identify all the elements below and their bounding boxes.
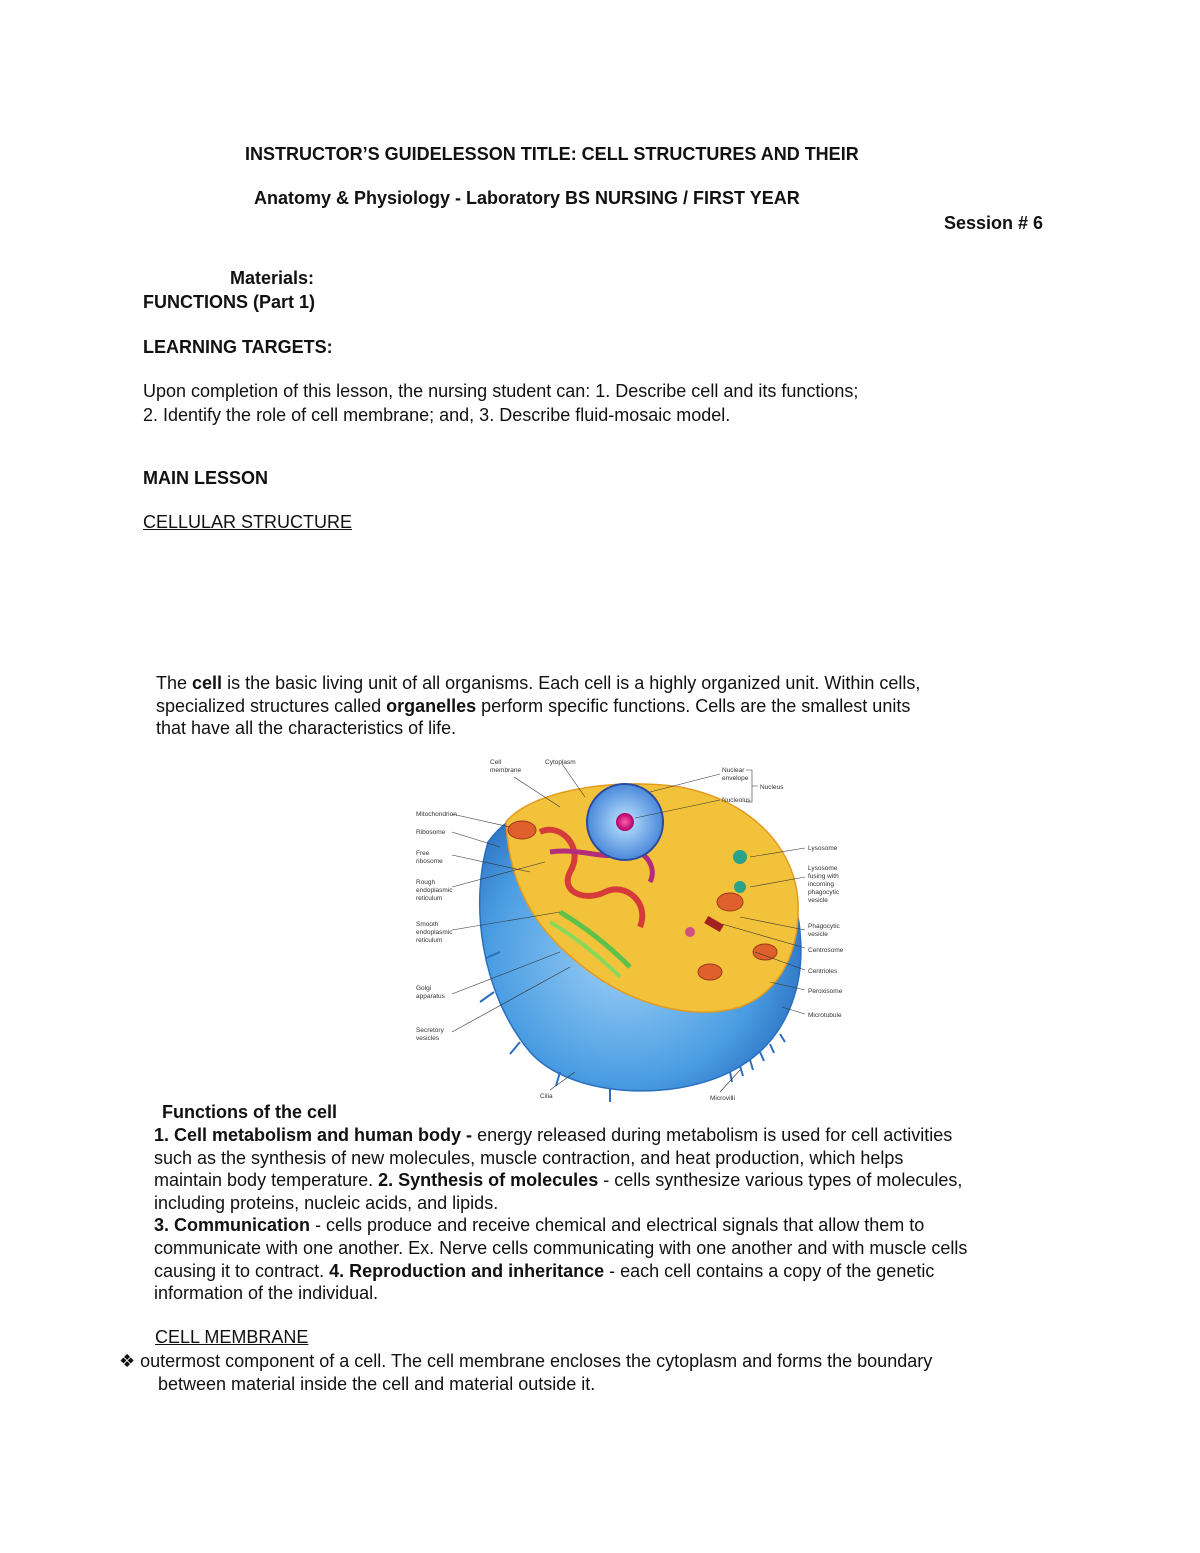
label-secretory-2: vesicles <box>416 1035 440 1042</box>
learning-targets-line-2: 2. Identify the role of cell membrane; and, 3. Describe fluid-mosaic model. <box>143 405 731 425</box>
cell-membrane-line-2: between material inside the cell and material outside it. <box>158 1374 596 1394</box>
document-title: INSTRUCTOR’S GUIDELESSON TITLE: CELL STRUCTURES AND THEIR <box>245 144 859 164</box>
session-number: Session # 6 <box>944 213 1044 233</box>
cell-structure-diagram <box>410 752 870 1104</box>
mitochondrion-shape <box>753 944 777 960</box>
label-rough-er-1: Rough <box>416 879 436 886</box>
bold-term-organelles: organelles <box>386 695 477 716</box>
label-cell-membrane-2: membrane <box>490 767 522 774</box>
lysosome-shape <box>733 850 747 864</box>
cell-membrane-line-1 <box>119 1350 932 1373</box>
label-centrioles: Centrioles <box>808 968 838 975</box>
vesicle-shape <box>685 927 695 937</box>
label-golgi-2: apparatus <box>416 993 445 1000</box>
label-lysosome-fusing-5: vesicle <box>808 897 828 904</box>
label-lysosome-fusing-1: Lysosome <box>808 865 838 872</box>
cell-intro-line-2 <box>156 695 920 718</box>
main-lesson-heading: MAIN LESSON <box>143 468 269 488</box>
cell-intro-line-3: that have all the characteristics of life. <box>156 718 457 739</box>
label-phagocytic-1: Phagocytic <box>808 923 840 930</box>
functions-line-3 <box>154 1169 967 1192</box>
label-nucleolus: Nucleolus <box>722 797 751 804</box>
label-ribosome: Ribosome <box>416 829 446 836</box>
cell-intro-paragraph <box>156 672 920 740</box>
mitochondrion-shape <box>508 821 536 839</box>
cell-intro-line-1 <box>156 672 920 695</box>
label-smooth-er-3: reticulum <box>416 937 443 944</box>
label-phagocytic-2: vesicle <box>808 931 828 938</box>
label-lysosome-fusing-3: incoming <box>808 881 835 888</box>
functions-line-6: communicate with one another. Ex. Nerve cells communicating with one another and with muscle cells <box>154 1237 968 1258</box>
cellular-structure-heading: CELLULAR STRUCTURE <box>143 512 353 532</box>
label-peroxisome: Peroxisome <box>808 988 843 995</box>
label-cytoplasm: Cytoplasm <box>545 759 576 766</box>
text-run: The <box>156 673 193 693</box>
label-cilia: Cilia <box>540 1093 553 1100</box>
functions-line-5 <box>154 1214 967 1237</box>
function-3-title: 3. Communication <box>154 1215 311 1236</box>
label-rough-er-2: endoplasmic <box>416 887 453 894</box>
text-run: is the basic living unit of all organisms. Each cell is a highly organized unit. Within cells, <box>222 673 921 693</box>
bullet-diamond-icon: ❖ <box>119 1351 136 1371</box>
text-run: - cells produce and receive chemical and electrical signals that allow them to <box>310 1215 925 1236</box>
label-nuclear-envelope-2: envelope <box>722 775 749 782</box>
functions-heading: Functions of the cell <box>162 1102 338 1122</box>
label-lysosome-fusing-4: phagocytic <box>808 889 840 896</box>
label-cell-membrane-1: Cell <box>490 759 502 766</box>
lysosome-shape <box>734 881 746 893</box>
text-run: maintain body temperature. <box>154 1170 379 1191</box>
functions-line-7 <box>154 1260 967 1283</box>
label-smooth-er-2: endoplasmic <box>416 929 453 936</box>
function-2-title: 2. Synthesis of molecules <box>378 1170 599 1191</box>
text-run: perform specific functions. Cells are the smallest units <box>476 695 911 716</box>
learning-targets-heading: LEARNING TARGETS: <box>143 337 333 357</box>
label-mitochondrion: Mitochondrion <box>416 811 457 818</box>
label-free-ribosome-2: ribosome <box>416 858 443 865</box>
learning-targets-line-1: Upon completion of this lesson, the nursing student can: 1. Describe cell and its functions; <box>143 381 859 401</box>
text-run: specialized structures called <box>156 695 387 716</box>
label-golgi-1: Golgi <box>416 985 432 992</box>
label-lysosome-fusing-2: fusing with <box>808 873 839 880</box>
materials-label: Materials: <box>230 268 315 288</box>
cell-membrane-heading: CELL MEMBRANE <box>155 1327 309 1347</box>
label-lysosome: Lysosome <box>808 845 838 852</box>
text-run: - cells synthesize various types of molecules, <box>598 1170 963 1191</box>
text-run: outermost component of a cell. The cell membrane encloses the cytoplasm and forms the boundary <box>135 1351 933 1371</box>
nucleolus-shape <box>616 813 634 831</box>
functions-line-1 <box>154 1124 967 1147</box>
label-secretory-1: Secretory <box>416 1027 444 1034</box>
functions-line-2: such as the synthesis of new molecules, muscle contraction, and heat production, which helps <box>154 1147 904 1168</box>
bold-term-cell: cell <box>192 673 223 693</box>
label-microtubule: Microtubule <box>808 1012 842 1019</box>
mitochondrion-shape <box>717 893 743 911</box>
label-nucleus: Nucleus <box>760 784 784 791</box>
mitochondrion-shape <box>698 964 722 980</box>
label-centrosome: Centrosome <box>808 947 844 954</box>
part-label: FUNCTIONS (Part 1) <box>143 292 316 312</box>
function-4-title: 4. Reproduction and inheritance <box>329 1260 605 1281</box>
label-microvilli: Microvilli <box>710 1095 735 1102</box>
functions-line-8: information of the individual. <box>154 1283 379 1304</box>
label-nuclear-envelope-1: Nuclear <box>722 767 745 774</box>
text-run: energy released during metabolism is used for cell activities <box>472 1125 953 1145</box>
label-rough-er-3: reticulum <box>416 895 443 902</box>
functions-paragraph <box>154 1124 967 1305</box>
label-free-ribosome-1: Free <box>416 850 430 857</box>
course-subtitle: Anatomy & Physiology - Laboratory BS NURSING / FIRST YEAR <box>254 188 800 208</box>
text-run: - each cell contains a copy of the genetic <box>604 1260 935 1281</box>
functions-line-4: including proteins, nucleic acids, and lipids. <box>154 1192 499 1213</box>
function-1-title: 1. Cell metabolism and human body - <box>154 1125 473 1145</box>
label-smooth-er-1: Smooth <box>416 921 439 928</box>
text-run: causing it to contract. <box>154 1260 330 1281</box>
